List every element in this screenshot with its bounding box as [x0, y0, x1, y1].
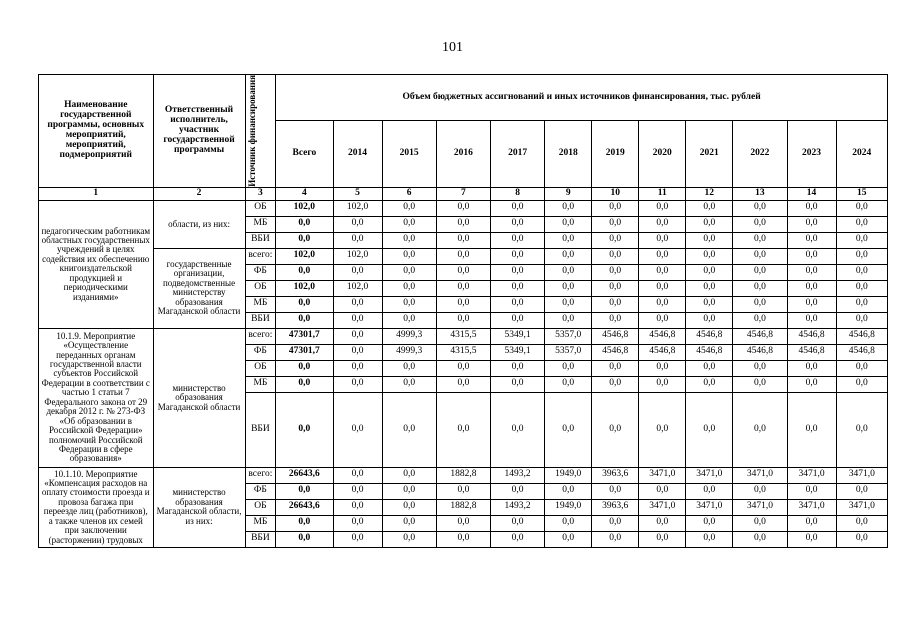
year-value-cell: 0,0 — [592, 531, 639, 547]
year-value-cell: 0,0 — [639, 360, 686, 376]
column-index: 10 — [592, 187, 639, 200]
year-value-cell: 0,0 — [787, 248, 836, 264]
column-index: 5 — [333, 187, 382, 200]
year-value-cell: 3471,0 — [787, 467, 836, 483]
year-value-cell: 0,0 — [490, 248, 544, 264]
header-total: Всего — [276, 121, 333, 188]
source-cell: ФБ — [245, 483, 276, 499]
total-value-cell: 0,0 — [276, 232, 333, 248]
year-value-cell: 0,0 — [382, 467, 436, 483]
year-value-cell: 0,0 — [545, 392, 592, 467]
source-cell: ВБИ — [245, 232, 276, 248]
year-value-cell: 0,0 — [490, 264, 544, 280]
source-cell: МБ — [245, 216, 276, 232]
year-value-cell: 0,0 — [382, 376, 436, 392]
year-value-cell: 0,0 — [436, 216, 490, 232]
source-cell: МБ — [245, 376, 276, 392]
year-value-cell: 3471,0 — [639, 499, 686, 515]
year-value-cell: 0,0 — [836, 360, 887, 376]
year-value-cell: 3471,0 — [639, 467, 686, 483]
year-value-cell: 0,0 — [545, 531, 592, 547]
year-value-cell: 0,0 — [592, 232, 639, 248]
source-cell: всего: — [245, 248, 276, 264]
total-value-cell: 102,0 — [276, 200, 333, 216]
year-value-cell: 0,0 — [490, 483, 544, 499]
year-value-cell: 0,0 — [836, 515, 887, 531]
year-value-cell: 0,0 — [333, 467, 382, 483]
year-value-cell: 0,0 — [592, 360, 639, 376]
year-value-cell: 0,0 — [733, 312, 787, 328]
year-value-cell: 0,0 — [639, 392, 686, 467]
year-value-cell: 4315,5 — [436, 344, 490, 360]
year-value-cell: 0,0 — [490, 280, 544, 296]
total-value-cell: 0,0 — [276, 392, 333, 467]
header-year: 2019 — [592, 121, 639, 188]
page-number: 101 — [442, 40, 463, 55]
year-value-cell: 0,0 — [733, 376, 787, 392]
year-value-cell: 0,0 — [333, 531, 382, 547]
year-value-cell: 0,0 — [836, 312, 887, 328]
year-value-cell: 0,0 — [592, 392, 639, 467]
source-cell: ОБ — [245, 200, 276, 216]
year-value-cell: 0,0 — [545, 216, 592, 232]
year-value-cell: 0,0 — [382, 280, 436, 296]
year-value-cell: 0,0 — [686, 232, 733, 248]
year-value-cell: 0,0 — [545, 264, 592, 280]
header-year: 2015 — [382, 121, 436, 188]
year-value-cell: 0,0 — [545, 376, 592, 392]
header-year: 2017 — [490, 121, 544, 188]
year-value-cell: 0,0 — [787, 264, 836, 280]
year-value-cell: 0,0 — [836, 392, 887, 467]
total-value-cell: 0,0 — [276, 264, 333, 280]
table-row — [39, 200, 888, 216]
budget-table — [38, 74, 888, 548]
total-value-cell: 47301,7 — [276, 344, 333, 360]
year-value-cell: 3963,6 — [592, 499, 639, 515]
year-value-cell: 102,0 — [333, 200, 382, 216]
year-value-cell: 0,0 — [787, 280, 836, 296]
source-cell: МБ — [245, 296, 276, 312]
year-value-cell: 0,0 — [382, 515, 436, 531]
column-index: 13 — [733, 187, 787, 200]
year-value-cell: 0,0 — [639, 376, 686, 392]
column-index: 7 — [436, 187, 490, 200]
year-value-cell: 0,0 — [836, 248, 887, 264]
table-row — [39, 248, 888, 264]
year-value-cell: 4546,8 — [836, 328, 887, 344]
year-value-cell: 0,0 — [836, 531, 887, 547]
year-value-cell: 0,0 — [836, 216, 887, 232]
year-value-cell: 0,0 — [686, 376, 733, 392]
year-value-cell: 1949,0 — [545, 467, 592, 483]
year-value-cell: 0,0 — [490, 232, 544, 248]
program-name-cell: 10.1.9. Мероприятие «Осуществление переданных органам государственной власти субъектов Российской Федерации в соответствии с частью 1 статьи 7 Федерального закона от 29 декабря 2012 г. № 273-ФЗ «Об образовании в Российской Федерации» полномочий Российской Федерации в сфере образования» — [39, 328, 154, 467]
year-value-cell: 0,0 — [545, 200, 592, 216]
year-value-cell: 0,0 — [686, 280, 733, 296]
year-value-cell: 0,0 — [545, 280, 592, 296]
year-value-cell: 0,0 — [333, 360, 382, 376]
header-program: Наименование государственной программы, основных мероприятий, мероприятий, подмероприятий — [39, 75, 154, 188]
total-value-cell: 0,0 — [276, 515, 333, 531]
year-value-cell: 0,0 — [545, 296, 592, 312]
year-value-cell: 0,0 — [787, 216, 836, 232]
year-value-cell: 0,0 — [333, 392, 382, 467]
year-value-cell: 0,0 — [733, 280, 787, 296]
header-executor: Ответственный исполнитель, участник государственной программы — [153, 75, 245, 188]
header-year: 2016 — [436, 121, 490, 188]
year-value-cell: 4546,8 — [787, 328, 836, 344]
year-value-cell: 0,0 — [686, 200, 733, 216]
year-value-cell: 4546,8 — [787, 344, 836, 360]
source-cell: ВБИ — [245, 531, 276, 547]
source-cell: ФБ — [245, 264, 276, 280]
year-value-cell: 0,0 — [733, 360, 787, 376]
year-value-cell: 0,0 — [639, 264, 686, 280]
year-value-cell: 1493,2 — [490, 467, 544, 483]
year-value-cell: 0,0 — [733, 392, 787, 467]
year-value-cell: 3471,0 — [733, 499, 787, 515]
year-value-cell: 0,0 — [686, 264, 733, 280]
year-value-cell: 0,0 — [686, 312, 733, 328]
executor-cell: области, из них: — [153, 200, 245, 248]
year-value-cell: 0,0 — [592, 515, 639, 531]
year-value-cell: 0,0 — [382, 264, 436, 280]
source-cell: ОБ — [245, 360, 276, 376]
column-index: 11 — [639, 187, 686, 200]
year-value-cell: 0,0 — [733, 531, 787, 547]
year-value-cell: 0,0 — [639, 515, 686, 531]
header-source-text: Источник финансирования — [246, 75, 257, 187]
year-value-cell: 3471,0 — [787, 499, 836, 515]
column-index: 9 — [545, 187, 592, 200]
year-value-cell: 0,0 — [639, 531, 686, 547]
column-index: 1 — [39, 187, 154, 200]
year-value-cell: 0,0 — [733, 232, 787, 248]
year-value-cell: 0,0 — [639, 248, 686, 264]
year-value-cell: 4546,8 — [686, 328, 733, 344]
year-value-cell: 4546,8 — [592, 344, 639, 360]
header-year: 2023 — [787, 121, 836, 188]
header-year: 2021 — [686, 121, 733, 188]
year-value-cell: 0,0 — [686, 296, 733, 312]
year-value-cell: 0,0 — [490, 376, 544, 392]
year-value-cell: 0,0 — [787, 515, 836, 531]
header-year: 2014 — [333, 121, 382, 188]
column-index: 2 — [153, 187, 245, 200]
year-value-cell: 0,0 — [836, 200, 887, 216]
year-value-cell: 0,0 — [490, 531, 544, 547]
year-value-cell: 0,0 — [787, 483, 836, 499]
source-cell: ВБИ — [245, 312, 276, 328]
year-value-cell: 0,0 — [333, 483, 382, 499]
year-value-cell: 3963,6 — [592, 467, 639, 483]
year-value-cell: 0,0 — [639, 483, 686, 499]
year-value-cell: 0,0 — [382, 360, 436, 376]
year-value-cell: 0,0 — [592, 248, 639, 264]
year-value-cell: 5357,0 — [545, 328, 592, 344]
year-value-cell: 5357,0 — [545, 344, 592, 360]
year-value-cell: 0,0 — [436, 531, 490, 547]
year-value-cell: 0,0 — [592, 296, 639, 312]
year-value-cell: 0,0 — [787, 200, 836, 216]
year-value-cell: 0,0 — [592, 200, 639, 216]
column-index: 12 — [686, 187, 733, 200]
year-value-cell: 0,0 — [787, 376, 836, 392]
year-value-cell: 1882,8 — [436, 499, 490, 515]
year-value-cell: 0,0 — [490, 360, 544, 376]
source-cell: ФБ — [245, 344, 276, 360]
year-value-cell: 0,0 — [836, 296, 887, 312]
executor-cell: министерство образования Магаданской области — [153, 328, 245, 467]
year-value-cell: 0,0 — [836, 483, 887, 499]
year-value-cell: 0,0 — [333, 264, 382, 280]
year-value-cell: 4315,5 — [436, 328, 490, 344]
year-value-cell: 0,0 — [436, 376, 490, 392]
program-name-cell: 10.1.10. Мероприятие «Компенсация расходов на оплату стоимости проезда и провоза багажа при переезде лиц (работников), а также членов их семей при заключении (расторжении) трудовых — [39, 467, 154, 547]
year-value-cell: 0,0 — [545, 312, 592, 328]
total-value-cell: 0,0 — [276, 483, 333, 499]
year-value-cell: 0,0 — [436, 232, 490, 248]
header-year: 2020 — [639, 121, 686, 188]
year-value-cell: 0,0 — [333, 232, 382, 248]
year-value-cell: 0,0 — [382, 200, 436, 216]
year-value-cell: 0,0 — [686, 483, 733, 499]
total-value-cell: 26643,6 — [276, 467, 333, 483]
source-cell: всего: — [245, 467, 276, 483]
year-value-cell: 0,0 — [436, 392, 490, 467]
year-value-cell: 0,0 — [490, 200, 544, 216]
column-index: 6 — [382, 187, 436, 200]
year-value-cell: 0,0 — [545, 360, 592, 376]
total-value-cell: 0,0 — [276, 296, 333, 312]
year-value-cell: 0,0 — [592, 264, 639, 280]
year-value-cell: 5349,1 — [490, 344, 544, 360]
year-value-cell: 0,0 — [333, 344, 382, 360]
total-value-cell: 47301,7 — [276, 328, 333, 344]
table-row — [39, 328, 888, 344]
year-value-cell: 0,0 — [787, 531, 836, 547]
year-value-cell: 0,0 — [333, 312, 382, 328]
source-cell: ОБ — [245, 499, 276, 515]
header-volume: Объем бюджетных ассигнований и иных источников финансирования, тыс. рублей — [276, 75, 888, 121]
year-value-cell: 0,0 — [436, 200, 490, 216]
year-value-cell: 0,0 — [787, 360, 836, 376]
source-cell: ОБ — [245, 280, 276, 296]
year-value-cell: 4546,8 — [639, 344, 686, 360]
year-value-cell: 0,0 — [686, 531, 733, 547]
year-value-cell: 0,0 — [686, 216, 733, 232]
year-value-cell: 1949,0 — [545, 499, 592, 515]
year-value-cell: 102,0 — [333, 248, 382, 264]
year-value-cell: 0,0 — [490, 392, 544, 467]
year-value-cell: 0,0 — [639, 216, 686, 232]
year-value-cell: 0,0 — [436, 264, 490, 280]
year-value-cell: 4999,3 — [382, 328, 436, 344]
year-value-cell: 0,0 — [382, 392, 436, 467]
year-value-cell: 3471,0 — [686, 467, 733, 483]
total-value-cell: 0,0 — [276, 376, 333, 392]
year-value-cell: 0,0 — [382, 531, 436, 547]
year-value-cell: 0,0 — [686, 515, 733, 531]
year-value-cell: 4546,8 — [686, 344, 733, 360]
year-value-cell: 0,0 — [490, 312, 544, 328]
header-year: 2022 — [733, 121, 787, 188]
year-value-cell: 3471,0 — [836, 467, 887, 483]
total-value-cell: 0,0 — [276, 216, 333, 232]
year-value-cell: 0,0 — [436, 280, 490, 296]
year-value-cell: 1493,2 — [490, 499, 544, 515]
year-value-cell: 4546,8 — [733, 328, 787, 344]
column-index: 15 — [836, 187, 887, 200]
year-value-cell: 0,0 — [333, 296, 382, 312]
year-value-cell: 0,0 — [686, 360, 733, 376]
year-value-cell: 0,0 — [787, 232, 836, 248]
year-value-cell: 0,0 — [836, 280, 887, 296]
year-value-cell: 0,0 — [382, 216, 436, 232]
year-value-cell: 0,0 — [733, 248, 787, 264]
year-value-cell: 0,0 — [733, 296, 787, 312]
year-value-cell: 3471,0 — [733, 467, 787, 483]
year-value-cell: 0,0 — [545, 248, 592, 264]
year-value-cell: 0,0 — [490, 515, 544, 531]
year-value-cell: 0,0 — [787, 296, 836, 312]
year-value-cell: 0,0 — [333, 499, 382, 515]
year-value-cell: 0,0 — [333, 216, 382, 232]
year-value-cell: 0,0 — [436, 248, 490, 264]
table-row — [39, 467, 888, 483]
source-cell: МБ — [245, 515, 276, 531]
total-value-cell: 26643,6 — [276, 499, 333, 515]
year-value-cell: 0,0 — [733, 200, 787, 216]
year-value-cell: 0,0 — [436, 312, 490, 328]
year-value-cell: 0,0 — [592, 312, 639, 328]
year-value-cell: 4546,8 — [639, 328, 686, 344]
year-value-cell: 5349,1 — [490, 328, 544, 344]
year-value-cell: 0,0 — [639, 200, 686, 216]
column-index: 14 — [787, 187, 836, 200]
year-value-cell: 0,0 — [382, 232, 436, 248]
year-value-cell: 0,0 — [382, 296, 436, 312]
year-value-cell: 0,0 — [545, 515, 592, 531]
year-value-cell: 0,0 — [733, 483, 787, 499]
year-value-cell: 0,0 — [382, 248, 436, 264]
year-value-cell: 0,0 — [490, 296, 544, 312]
total-value-cell: 102,0 — [276, 280, 333, 296]
source-cell: ВБИ — [245, 392, 276, 467]
year-value-cell: 4546,8 — [733, 344, 787, 360]
year-value-cell: 0,0 — [436, 360, 490, 376]
year-value-cell: 0,0 — [592, 216, 639, 232]
program-name-cell: педагогическим работникам областных государственных учреждений в целях содействия их обеспечению книгоиздательской продукцией и периодическими изданиями» — [39, 200, 154, 328]
executor-cell: государственные организации, подведомственные министерству образования Магаданской области — [153, 248, 245, 328]
year-value-cell: 0,0 — [333, 376, 382, 392]
column-index: 3 — [245, 187, 276, 200]
year-value-cell: 0,0 — [836, 232, 887, 248]
year-value-cell: 0,0 — [333, 515, 382, 531]
year-value-cell: 4546,8 — [836, 344, 887, 360]
header-year: 2024 — [836, 121, 887, 188]
total-value-cell: 0,0 — [276, 531, 333, 547]
year-value-cell: 0,0 — [545, 232, 592, 248]
year-value-cell: 0,0 — [639, 232, 686, 248]
year-value-cell: 0,0 — [733, 264, 787, 280]
year-value-cell: 0,0 — [436, 515, 490, 531]
executor-cell: министерство образования Магаданской области, из них: — [153, 467, 245, 547]
year-value-cell: 0,0 — [592, 483, 639, 499]
year-value-cell: 0,0 — [639, 280, 686, 296]
year-value-cell: 3471,0 — [686, 499, 733, 515]
year-value-cell: 0,0 — [639, 296, 686, 312]
total-value-cell: 102,0 — [276, 248, 333, 264]
year-value-cell: 4546,8 — [592, 328, 639, 344]
year-value-cell: 0,0 — [787, 392, 836, 467]
year-value-cell: 0,0 — [836, 264, 887, 280]
year-value-cell: 0,0 — [686, 248, 733, 264]
year-value-cell: 4999,3 — [382, 344, 436, 360]
year-value-cell: 0,0 — [382, 499, 436, 515]
total-value-cell: 0,0 — [276, 360, 333, 376]
total-value-cell: 0,0 — [276, 312, 333, 328]
column-index: 4 — [276, 187, 333, 200]
year-value-cell: 0,0 — [686, 392, 733, 467]
year-value-cell: 0,0 — [382, 312, 436, 328]
header-source — [245, 75, 276, 188]
year-value-cell: 0,0 — [545, 483, 592, 499]
year-value-cell: 0,0 — [333, 328, 382, 344]
year-value-cell: 0,0 — [787, 312, 836, 328]
year-value-cell: 0,0 — [436, 296, 490, 312]
year-value-cell: 0,0 — [382, 483, 436, 499]
year-value-cell: 3471,0 — [836, 499, 887, 515]
year-value-cell: 0,0 — [436, 483, 490, 499]
year-value-cell: 0,0 — [733, 515, 787, 531]
header-year: 2018 — [545, 121, 592, 188]
column-index: 8 — [490, 187, 544, 200]
year-value-cell: 0,0 — [836, 376, 887, 392]
year-value-cell: 0,0 — [639, 312, 686, 328]
source-cell: всего: — [245, 328, 276, 344]
year-value-cell: 0,0 — [592, 280, 639, 296]
year-value-cell: 0,0 — [490, 216, 544, 232]
year-value-cell: 102,0 — [333, 280, 382, 296]
year-value-cell: 0,0 — [592, 376, 639, 392]
year-value-cell: 0,0 — [733, 216, 787, 232]
year-value-cell: 1882,8 — [436, 467, 490, 483]
